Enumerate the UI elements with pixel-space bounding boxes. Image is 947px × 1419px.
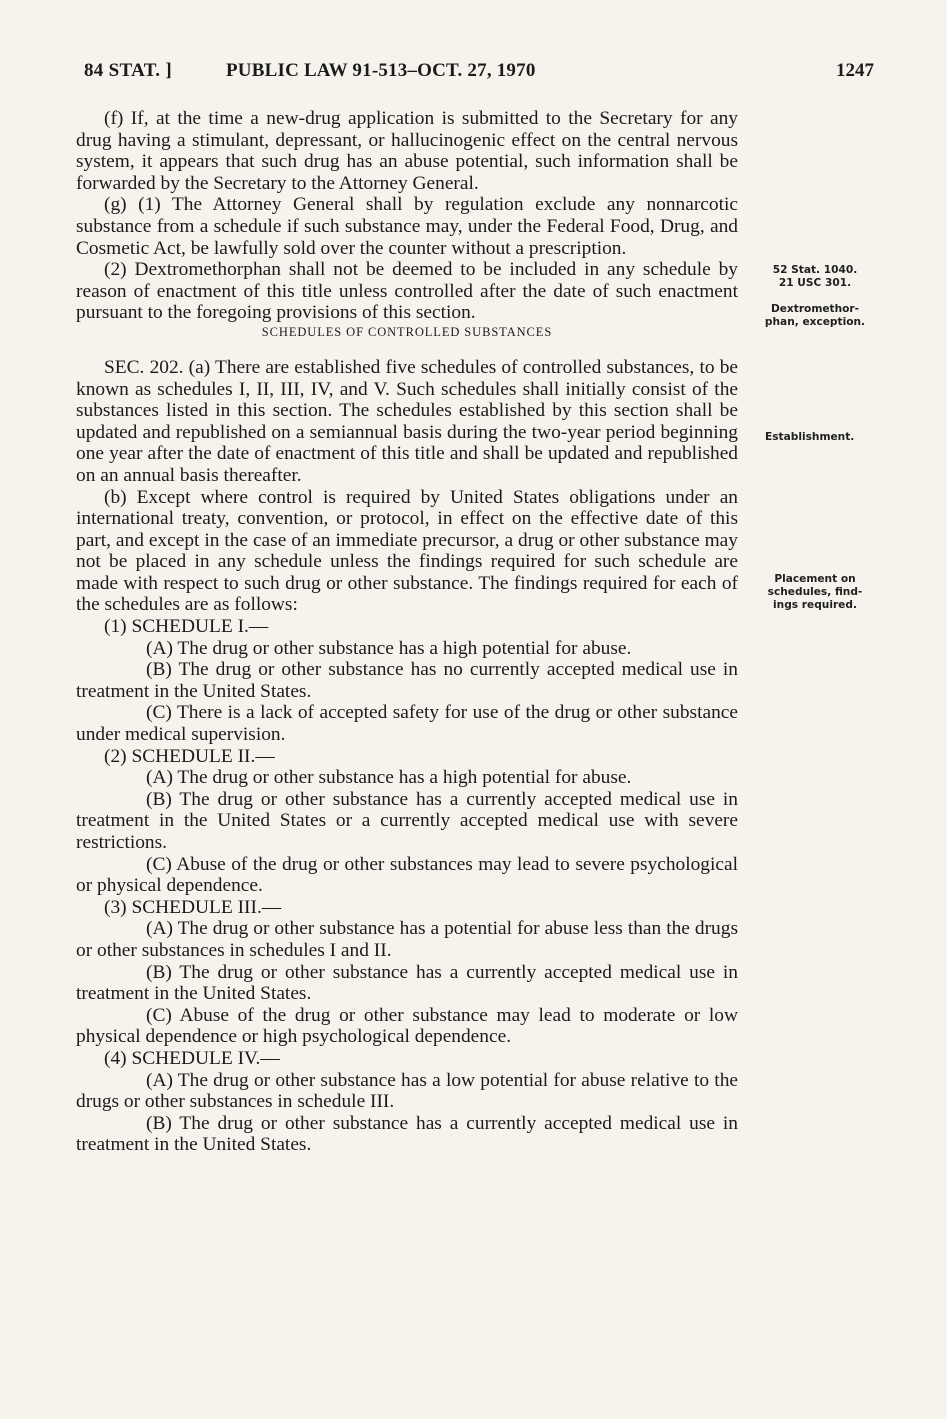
schedule-item: (C) Abuse of the drug or other substances may lead to severe psychological or physical dependence. xyxy=(76,853,738,897)
margin-note-line: ings required. xyxy=(773,599,857,611)
schedule-item: (B) The drug or other substance has a currently accepted medical use in treatment in the United States or a currently accepted medical use with severe restrictions. xyxy=(76,788,738,853)
law-title: PUBLIC LAW 91-513–OCT. 27, 1970 xyxy=(226,60,536,81)
paragraph-f: (f) If, at the time a new-drug application is submitted to the Secretary for any drug having a stimulant, depressant, or hallucinogenic effect on the central nervous system, it appears that such drug has an abuse potential, such information shall be forwarded by the Secretary to the Attorney General. xyxy=(76,108,738,194)
margin-note-placement xyxy=(750,573,880,612)
schedule-item: (A) The drug or other substance has a potential for abuse less than the drugs or other substances in schedules I and II. xyxy=(76,918,738,961)
schedule-item: (A) The drug or other substance has a high potential for abuse. xyxy=(146,767,632,789)
page-number: 1247 xyxy=(836,60,874,81)
margin-note-line: Establishment. xyxy=(765,431,855,443)
schedule-title: (3) SCHEDULE III.— xyxy=(104,896,282,918)
margin-note-line: 52 Stat. 1040. xyxy=(772,264,858,276)
schedule-title: (1) SCHEDULE I.— xyxy=(104,616,269,638)
schedule-2 xyxy=(76,746,738,897)
margin-note-line: schedules, find- xyxy=(767,586,863,598)
paragraph-sec-202-a: SEC. 202. (a) There are established five schedules of controlled substances, to be known as schedules I, II, III, IV, and V. Such schedules shall initially consist of the substances listed in this section. The schedules established by this section shall be updated and republished on a semiannual basis during the two-year period beginning one year after the date of enactment of this title and shall be updated and republished on an annual basis thereafter. xyxy=(76,356,738,486)
schedule-item: (A) The drug or other substance has a low potential for abuse relative to the drugs or other substances in schedule III. xyxy=(76,1069,738,1113)
margin-note-line: Dextromethor- xyxy=(770,303,860,315)
schedule-3 xyxy=(76,897,738,1048)
paragraph-sec-202-b: (b) Except where control is required by United States obligations under an international treaty, convention, or protocol, in effect on the effective date of this part, and except in the case of an immediate precursor, a drug or other substance may not be placed in any schedule unless the findings required for such schedule are made with respect to such drug or other substance. The findings required for each of the schedules are as follows: xyxy=(76,486,738,616)
margin-note-establishment xyxy=(765,431,895,444)
schedule-item: (C) Abuse of the drug or other substance may lead to moderate or low physical dependence or high psychological dependence. xyxy=(76,1004,738,1048)
schedule-item: (C) There is a lack of accepted safety for use of the drug or other substance under medical supervision. xyxy=(76,702,738,746)
paragraph-g2: (2) Dextromethorphan shall not be deemed to be included in any schedule by reason of enactment of this title unless controlled after the date of such enactment pursuant to the foregoing provisions of this section. xyxy=(76,259,738,324)
margin-note-line: Placement on xyxy=(774,573,856,585)
schedule-title: (2) SCHEDULE II.— xyxy=(104,745,275,767)
schedule-item: (B) The drug or other substance has a currently accepted medical use in treatment in the United States. xyxy=(76,961,738,1005)
paragraph-g1: (g) (1) The Attorney General shall by regulation exclude any nonnarcotic substance from a schedule if such substance may, under the Federal Food, Drug, and Cosmetic Act, be lawfully sold over the counter without a prescription. xyxy=(76,194,738,259)
section-heading: SCHEDULES OF CONTROLLED SUBSTANCES xyxy=(261,324,553,339)
margin-note-stat-citation xyxy=(750,264,880,290)
body-text xyxy=(76,108,738,1156)
margin-note-dextromethorphan xyxy=(750,303,880,329)
schedule-item: (A) The drug or other substance has a high potential for abuse. xyxy=(146,637,632,659)
running-head xyxy=(84,60,874,90)
schedule-item: (B) The drug or other substance has a currently accepted medical use in treatment in the United States. xyxy=(76,1112,738,1156)
schedule-title: (4) SCHEDULE IV.— xyxy=(104,1047,280,1069)
statute-volume: 84 STAT. ] xyxy=(84,60,172,81)
margin-note-line: phan, exception. xyxy=(764,316,866,328)
schedule-1 xyxy=(76,616,738,746)
margin-note-line: 21 USC 301. xyxy=(778,277,852,289)
schedule-4 xyxy=(76,1048,738,1156)
schedule-item: (B) The drug or other substance has no currently accepted medical use in treatment in the United States. xyxy=(76,659,738,702)
